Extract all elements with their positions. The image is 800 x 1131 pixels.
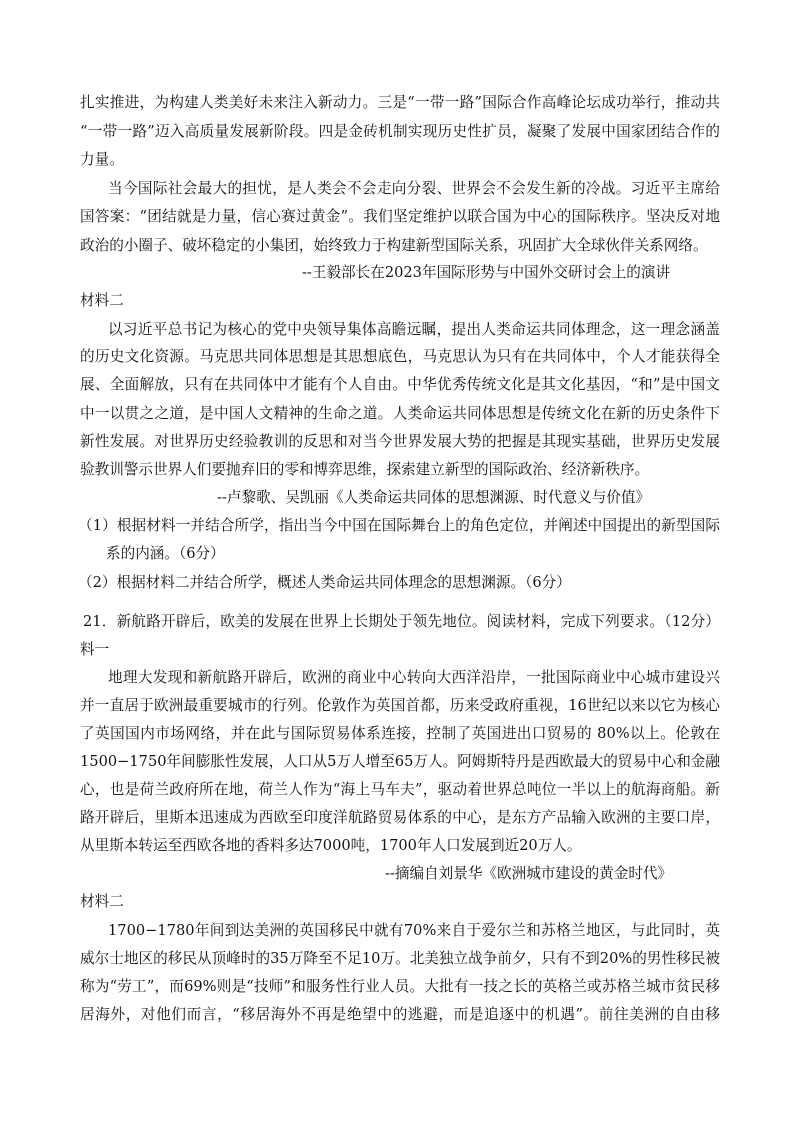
paragraph-line: 心，也是荷兰政府所在地，荷兰人作为“海上马车夫”，驱动着世界总吨位一半以上的航海商船。新 bbox=[80, 781, 720, 798]
paragraph-line: “一带一路”迈入高质量发展新阶段。四是金砖机制实现历史性扩员，凝聚了发展中国家团结合作的 bbox=[80, 123, 720, 140]
paragraph-line: 验教训警示世界人们要抛弃旧的零和博弈思维，探索建立新型的国际政治、经济新秩序。 bbox=[80, 461, 650, 478]
paragraph-line: 当今国际社会最大的担忧，是人类会不会走向分裂、世界会不会发生新的冷战。习近平主席给 bbox=[108, 180, 720, 197]
paragraph-line: 政治的小圈子、破坏稳定的小集团，始终致力于构建新型国际关系，巩固扩大全球伙伴关系网络。 bbox=[80, 237, 708, 254]
paragraph-line: 1500−1750年间膨胀性发展，人口从5万人增至65万人。阿姆斯特丹是西欧最大的贸易中心和金融 bbox=[80, 753, 720, 770]
question-1: 系的内涵。（6分） bbox=[106, 545, 225, 562]
paragraph-line: 并一直居于欧洲最重要城市的行列。伦敦作为英国首都，历来受政府重视，16世纪以来以它为核心 bbox=[80, 697, 720, 714]
paragraph-line: 展、全面解放，只有在共同体中才能有个人自由。中华优秀传统文化是其文化基因，“和”是中国文 bbox=[80, 376, 720, 393]
paragraph-line: 以习近平总书记为核心的党中央领导集体高瞻远瞩，提出人类命运共同体理念，这一理念涵盖 bbox=[108, 321, 720, 338]
paragraph-line: 路开辟后，里斯本迅速成为西欧至印度洋航路贸易体系的中心，是东方产品输入欧洲的主要口岸， bbox=[80, 809, 720, 826]
paragraph-line: 称为“劳工”，而69%则是“技师”和服务性行业人员。大批有一技之长的英格兰或苏格兰城市贫民移 bbox=[80, 978, 720, 995]
paragraph-line: 地理大发现和新航路开辟后，欧洲的商业中心转向大西洋沿岸，一批国际商业中心城市建设兴 bbox=[108, 669, 720, 686]
paragraph-line: 居海外，对他们而言，“移居海外不再是绝望中的逃避，而是追逐中的机遇”。前往美洲的自由移 bbox=[80, 1006, 720, 1023]
material-label: 材料二 bbox=[80, 893, 124, 910]
paragraph-line: 威尔士地区的移民从顶峰时的35万降至不足10万。北美独立战争前夕，只有不到20%的男性移民被 bbox=[80, 950, 720, 967]
source-citation: --摘编自刘景华《欧洲城市建设的黄金时代》 bbox=[385, 865, 673, 882]
paragraph-line: 了英国国内市场网络，并在此与国际贸易体系连接，控制了英国进出口贸易的 80%以上。伦敦在 bbox=[80, 725, 720, 742]
paragraph-line: 的历史文化资源。马克思共同体思想是其思想底色，马克思认为只有在共同体中，个人才能获得全 bbox=[80, 348, 720, 365]
material-label: 材料二 bbox=[80, 292, 124, 309]
paragraph-line: 从里斯本转运至西欧各地的香料多达7000吨，1700年人口发展到近20万人。 bbox=[80, 837, 582, 854]
source-citation: --王毅部长在2023年国际形势与中国外交研讨会上的演讲 bbox=[302, 264, 671, 281]
question-2: （2）根据材料二并结合所学，概述人类命运共同体理念的思想渊源。（6分） bbox=[78, 574, 571, 591]
paragraph-line: 力量。 bbox=[80, 151, 124, 168]
paragraph-line: 1700−1780年间到达美洲的英国移民中就有70%来自于爱尔兰和苏格兰地区，与此同时，英 bbox=[108, 922, 720, 939]
question-21: 21．新航路开辟后，欧美的发展在世界上长期处于领先地位。阅读材料，完成下列要求。（12分） bbox=[83, 613, 720, 630]
paragraph-line: 国答案：“团结就是力量，信心赛过黄金”。我们坚定维护以联合国为中心的国际秩序。坚决反对地 bbox=[80, 208, 720, 225]
question-21: 料一 bbox=[80, 641, 110, 658]
paragraph-line: 扎实推进，为构建人类美好未来注入新动力。三是“一带一路”国际合作高峰论坛成功举行，推动共 bbox=[80, 94, 720, 111]
paragraph-line: 新性发展。对世界历史经验教训的反思和对当今世界发展大势的把握是其现实基础，世界历史发展 bbox=[80, 433, 720, 450]
question-1: （1）根据材料一并结合所学，指出当今中国在国际舞台上的角色定位，并阐述中国提出的新型国际 bbox=[78, 517, 720, 534]
source-citation: --卢黎歌、吴凯丽《人类命运共同体的思想渊源、时代意义与价值》 bbox=[217, 489, 651, 506]
paragraph-line: 中一以贯之之道，是中国人文精神的生命之道。人类命运共同体思想是传统文化在新的历史条件下 bbox=[80, 405, 720, 422]
